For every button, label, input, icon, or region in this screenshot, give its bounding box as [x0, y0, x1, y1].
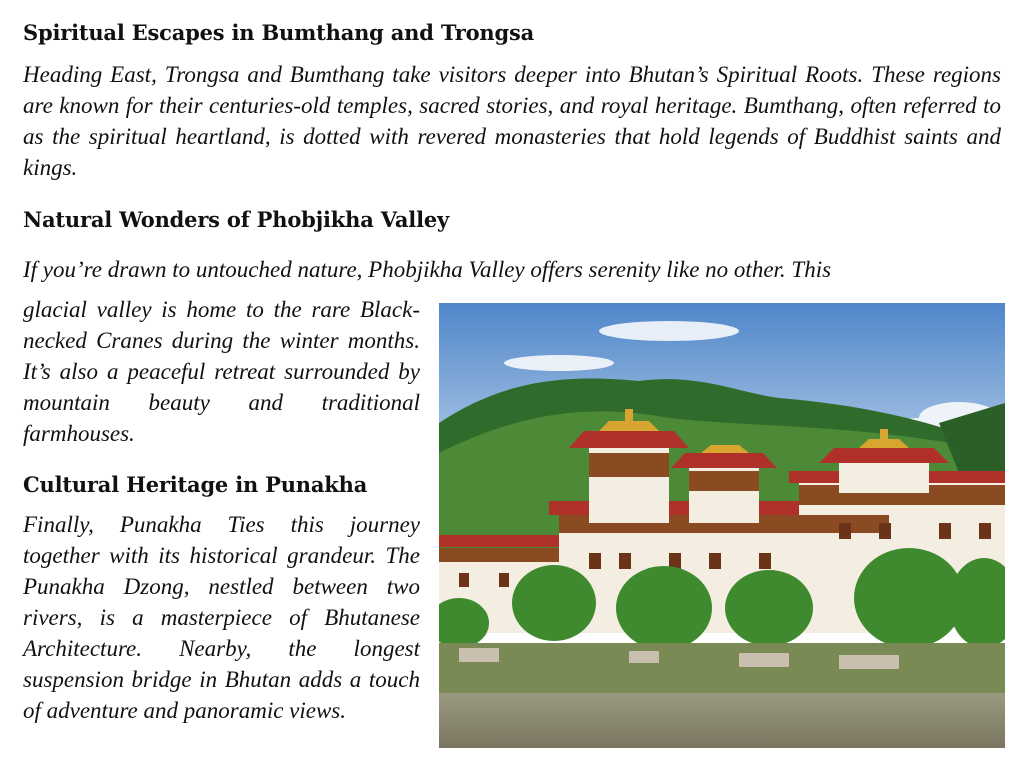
section-heading-phobjikha: Natural Wonders of Phobjikha Valley [23, 207, 450, 232]
river [439, 693, 1005, 748]
section-heading-bumthang-trongsa: Spiritual Escapes in Bumthang and Trongsa [23, 20, 534, 45]
section-body-phobjikha-line1: If you’re drawn to untouched nature, Phobjikha Valley offers serenity like no other. This [23, 257, 832, 282]
section-body-punakha: Finally, Punakha Ties this journey together with its historical grandeur. The Punakha Dzong, nestled between two rivers, is a masterpiece of Bhutanese Architecture. Nearby, the longest suspension bridge in Bhutan adds a touch of adventure and panoramic views. [23, 512, 420, 723]
riverbank [439, 643, 1005, 693]
punakha-dzong-photo [439, 303, 1005, 748]
section-body-bumthang-trongsa: Heading East, Trongsa and Bumthang take visitors deeper into Bhutan’s Spiritual Roots. These regions are known for their centuries-old temples, sacred stories, and royal heritage. Bumthang, often referred to as the spiritual heartland, is dotted with revered monasteries that hold legends of Buddhist saints and kings. [23, 62, 1001, 180]
section-heading-punakha: Cultural Heritage in Punakha [23, 472, 368, 497]
section-body-phobjikha-rest: glacial valley is home to the rare Black-necked Cranes during the winter months. It’s also a peaceful retreat surrounded by mountain beauty and traditional farmhouses. [23, 297, 420, 446]
